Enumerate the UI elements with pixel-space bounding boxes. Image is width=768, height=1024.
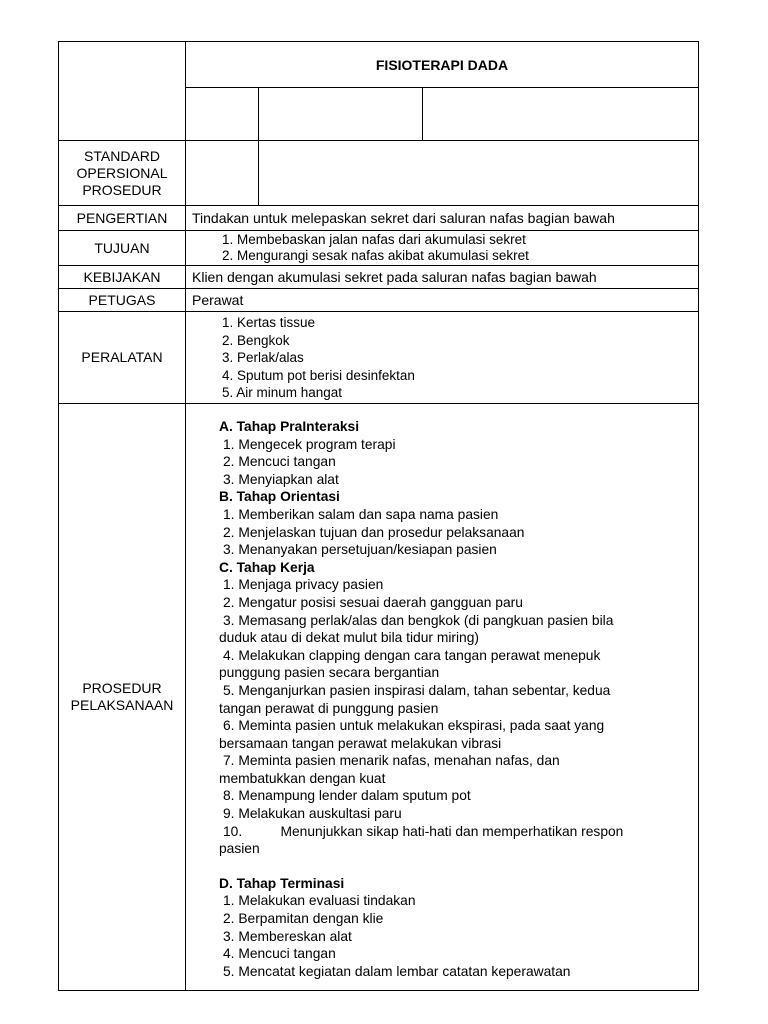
list-item: 5. Air minum hangat <box>222 385 343 401</box>
list-item: 6. Meminta pasien untuk melakukan ekspirasi, pada saat yang <box>223 718 605 734</box>
list-item: 4. Mencuci tangan <box>223 946 336 962</box>
sop-document <box>58 41 699 991</box>
list-item: 2. Mengatur posisi sesuai daerah gangguan paru <box>223 594 523 610</box>
tujuan-label-text: TUJUAN <box>94 239 150 256</box>
list-item: 3. Perlak/alas <box>222 350 304 366</box>
petugas-value-text: Perawat <box>192 291 244 308</box>
list-item: 5. Mencatat kegiatan dalam lembar catatan keperawatan <box>223 963 571 979</box>
list-item-continuation: membatukkan dengan kuat <box>219 770 386 786</box>
list-item: 10. Menunjukkan sikap hati-hati dan memperhatikan respon <box>223 823 624 839</box>
pengertian-value <box>185 205 699 231</box>
list-item: 4. Melakukan clapping dengan cara tangan perawat menepuk <box>223 647 601 663</box>
list-item: 7. Meminta pasien menarik nafas, menahan nafas, dan <box>223 753 560 769</box>
logo-cell <box>58 41 186 141</box>
prosedur-label <box>58 403 186 991</box>
list-item: 2. Mengurangi sesak nafas akibat akumulasi sekret <box>222 248 529 263</box>
list-item: 1. Melakukan evaluasi tindakan <box>223 893 416 909</box>
list-item: 3. Menanyakan persetujuan/kesiapan pasien <box>223 542 497 558</box>
list-item: 1. Menjaga privacy pasien <box>223 577 384 593</box>
list-item-continuation: punggung pasien secara bergantian <box>219 665 440 681</box>
kebijakan-value-text: Klien dengan akumulasi sekret pada saluran nafas bagian bawah <box>192 268 597 285</box>
list-item: 1. Kertas tissue <box>222 315 316 330</box>
list-item: 3. Memasang perlak/alas dan bengkok (di pangkuan pasien bila <box>223 612 614 628</box>
spacer <box>219 858 678 875</box>
list-item-continuation: tangan perawat di punggung pasien <box>219 700 439 716</box>
sop-label <box>58 140 186 206</box>
tujuan-label <box>58 230 186 266</box>
kebijakan-label-text: KEBIJAKAN <box>83 268 161 285</box>
list-item: 1. Memberikan salam dan sapa nama pasien <box>223 506 499 522</box>
header-cell-3 <box>422 87 699 141</box>
list-item: 8. Menampung lender dalam sputum pot <box>223 788 471 804</box>
pengertian-label-text: PENGERTIAN <box>76 209 168 226</box>
section-heading: A. Tahap PraInteraksi <box>219 419 360 434</box>
list-item: 9. Melakukan auskultasi paru <box>223 806 402 822</box>
prosedur-content <box>185 403 699 991</box>
sop-label-text: STANDARD OPERSIONAL PROSEDUR <box>76 147 168 198</box>
section-heading: D. Tahap Terminasi <box>219 875 345 891</box>
document-title <box>185 41 699 88</box>
list-item: 5. Menganjurkan pasien inspirasi dalam, tahan sebentar, kedua <box>223 682 611 698</box>
peralatan-label <box>58 311 186 404</box>
prosedur-label-text: PROSEDUR PELAKSANAAN <box>70 680 174 713</box>
tujuan-list <box>185 230 699 266</box>
section-heading: B. Tahap Orientasi <box>219 489 340 505</box>
petugas-label <box>58 288 186 312</box>
petugas-label-text: PETUGAS <box>88 291 156 308</box>
list-item: 1. Mengecek program terapi <box>223 436 396 452</box>
list-item-continuation: duduk atau di dekat mulut bila tidur miring) <box>219 630 479 646</box>
kebijakan-value <box>185 265 699 289</box>
list-item: 2. Berpamitan dengan klie <box>223 911 384 927</box>
list-item: 3. Membereskan alat <box>223 928 352 944</box>
petugas-value <box>185 288 699 312</box>
list-item-continuation: bersamaan tangan perawat melakukan vibrasi <box>219 735 502 751</box>
pengertian-label <box>58 205 186 231</box>
document-title-text: FISIOTERAPI DADA <box>375 56 509 73</box>
peralatan-list <box>185 311 699 404</box>
peralatan-label-text: PERALATAN <box>81 349 163 365</box>
list-item: 2. Mencuci tangan <box>223 454 336 470</box>
sop-cell-1 <box>185 140 259 206</box>
list-item: 4. Sputum pot berisi desinfektan <box>222 367 415 383</box>
list-item: 3. Menyiapkan alat <box>223 471 339 487</box>
pengertian-value-text: Tindakan untuk melepaskan sekret dari saluran nafas bagian bawah <box>192 209 615 226</box>
list-item-continuation: pasien <box>219 841 260 857</box>
kebijakan-label <box>58 265 186 289</box>
list-item: 1. Membebaskan jalan nafas dari akumulasi sekret <box>222 232 526 247</box>
list-item: 2. Menjelaskan tujuan dan prosedur pelaksanaan <box>223 524 525 540</box>
header-cell-2 <box>258 87 423 141</box>
list-item: 2. Bengkok <box>222 332 290 348</box>
header-cell-1 <box>185 87 259 141</box>
section-heading: C. Tahap Kerja <box>219 559 315 575</box>
sop-cell-2 <box>258 140 699 206</box>
